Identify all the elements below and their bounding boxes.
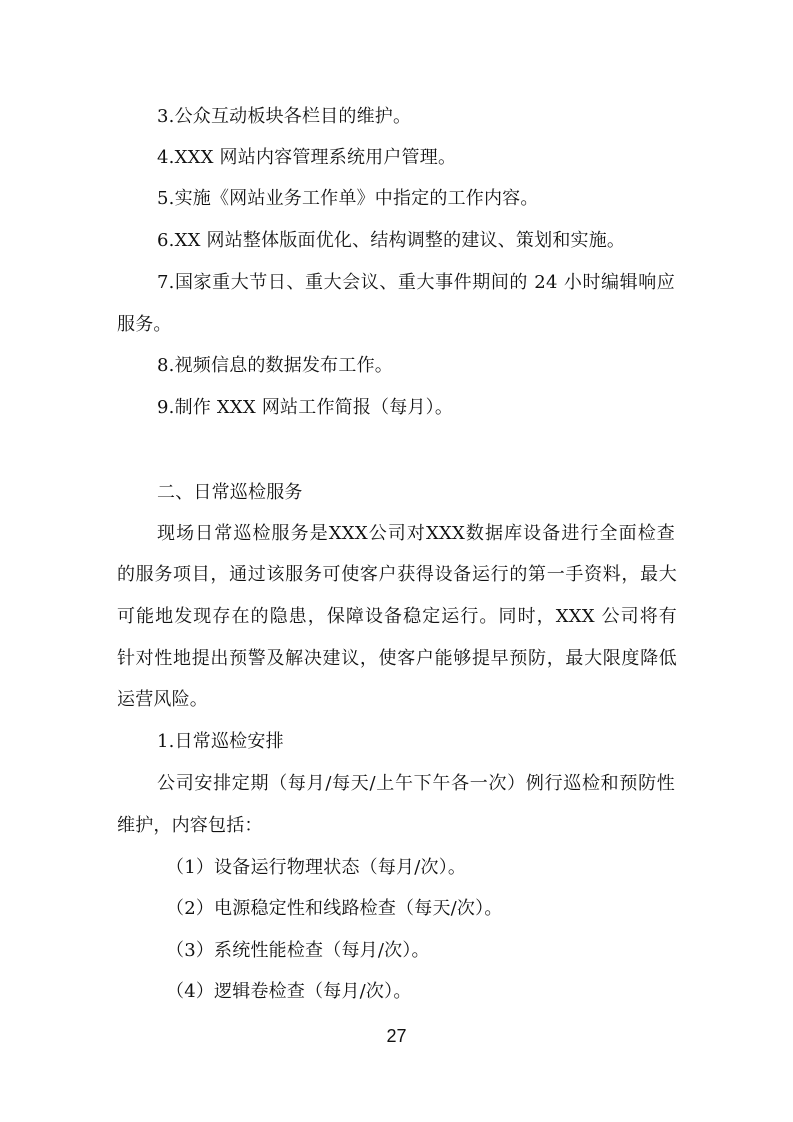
list-item: （1）设备运行物理状态（每月/次）。 (166, 857, 467, 878)
paragraph-line: 维护，内容包括： (117, 815, 263, 836)
list-item: 6.XX 网站整体版面优化、结构调整的建议、策划和实施。 (157, 230, 626, 251)
list-item: （3）系统性能检查（每月/次）。 (166, 940, 430, 961)
list-item: 8.视频信息的数据发布工作。 (157, 355, 393, 376)
list-item: （2）电源稳定性和线路检查（每天/次）。 (166, 898, 503, 919)
paragraph-line: 的服务项目，通过该服务可使客户获得设备运行的第一手资料，最大 (117, 564, 677, 585)
paragraph-line: 现场日常巡检服务是XXX公司对XXX数据库设备进行全面检查 (157, 523, 675, 544)
list-item: 7.国家重大节日、重大会议、重大事件期间的 24 小时编辑响应 (157, 272, 675, 293)
list-item-continuation: 服务。 (117, 314, 172, 335)
subheading: 1.日常巡检安排 (157, 731, 284, 752)
paragraph-line: 运营风险。 (117, 689, 208, 710)
paragraph-line: 公司安排定期（每月/每天/上午下午各一次）例行巡检和预防性 (157, 773, 675, 794)
list-item: 4.XXX 网站内容管理系统用户管理。 (157, 147, 457, 168)
page-number: 27 (386, 1026, 407, 1046)
section-heading: 二、日常巡检服务 (157, 482, 303, 503)
list-item: 5.实施《网站业务工作单》中指定的工作内容。 (157, 188, 539, 209)
list-item: 3.公众互动板块各栏目的维护。 (157, 106, 412, 127)
paragraph-line: 针对性地提出预警及解决建议，使客户能够提早预防，最大限度降低 (117, 648, 677, 669)
list-item: 9.制作 XXX 网站工作简报（每月）。 (157, 397, 454, 418)
list-item: （4）逻辑卷检查（每月/次）。 (166, 981, 412, 1002)
paragraph-line: 可能地发现存在的隐患，保障设备稳定运行。同时，XXX 公司将有 (117, 606, 677, 627)
